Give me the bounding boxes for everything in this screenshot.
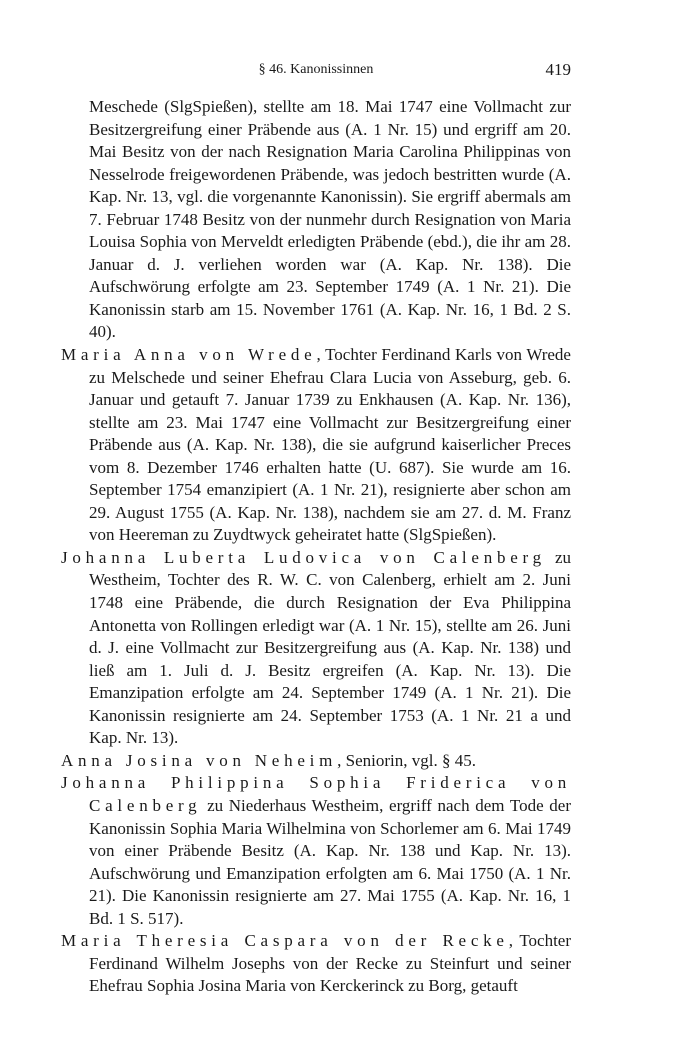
entry-maria-anna-von-wrede [61,344,571,547]
body-text [61,96,571,998]
entry-name: Johanna Luberta Ludovica von Calenberg [61,547,546,567]
entry-maria-theresia-caspara-von-der-recke [61,930,571,998]
entry-text: , Seniorin, vgl. § 45. [337,750,476,770]
entry-name: Anna Josina von Neheim [61,750,338,770]
entry-text: , Tochter Ferdinand Karls von Wrede zu Melschede und seiner Ehefrau Clara Lucia von Asseburg, geb. 6. Januar und getauft 7. Januar 1739 zu Enkhausen (A. Kap. Nr. 136), stellte am 23. Mai 1747 eine Vollmacht zur Besitzergreifung einer Präbende aus (A. Kap. Nr. 138), die sie aufgrund kaiserlicher Preces vom 8. Dezember 1746 erhalten hatte (U. 687). Sie wurde am 16. September 1754 emanzipiert (A. 1 Nr. 21), resignierte aber schon am 29. August 1755 (A. Kap. Nr. 138), nachdem sie am 27. d. M. Franz von Heereman zu Zuydtwyck geheiratet hatte (SlgSpießen). [89,345,571,545]
entry-name: Maria Anna von Wrede [61,345,317,365]
running-head [61,58,571,82]
entry-name: Maria Theresia Caspara von der Recke [61,931,509,951]
page-number: 419 [545,60,571,79]
entry-text: zu Niederhaus Westheim, ergriff nach dem Tode der Kanonissin Sophia Maria Wilhelmina von Schorlemer am 6. Mai 1749 von einer Präbende Besitz (A. Kap. Nr. 138 und Kap. Nr. 13). Aufschwörung und Emanzipation erfolgten am 6. Mai 1750 (A. 1 Nr. 21). Die Kanonissin resignierte am 27. Mai 1755 (A. Kap. Nr. 16, 1 Bd. 1 S. 517). [89,795,571,928]
continuation-paragraph: Meschede (SlgSpießen), stellte am 18. Mai 1747 eine Vollmacht zur Besitzergreifung einer Präbende aus (A. 1 Nr. 15) und ergriff am 20. Mai Besitz von der nach Resignation Maria Carolina Philippinas von Nesselrode freigewordenen Präbende, was jedoch bestritten wurde (A. Kap. Nr. 13, vgl. die vorgenannte Kanonissin). Sie ergriff abermals am 7. Februar 1748 Besitz von der nunmehr durch Resignation von Maria Louisa Sophia von Merveldt erledigten Präbende (ebd.), die ihr am 28. Januar d. J. verliehen worden war (A. Kap. Nr. 138). Die Aufschwörung erfolgte am 23. September 1749 (A. 1 Nr. 21). Die Kanonissin starb am 15. November 1761 (A. Kap. Nr. 16, 1 Bd. 2 S. 40). [89,97,571,342]
running-title: § 46. Kanonissinnen [258,62,374,77]
entry-anna-josina-von-neheim [61,750,571,773]
entry-name: Johanna Philippina Sophia Friderica von Calenberg [61,773,571,815]
entry-johanna-luberta-ludovica-von-calenberg [61,547,571,750]
entry-johanna-philippina-sophia-friderica-von-calenberg [61,772,571,930]
entry-text: zu Westheim, Tochter des R. W. C. von Calenberg, erhielt am 2. Juni 1748 eine Präbende, die durch Resignation der Eva Philippina Antonetta von Rollingen erledigt war (A. 1 Nr. 15), stellte am 26. Juni d. J. eine Vollmacht zur Besitzergreifung aus (A. Kap. Nr. 138) und ließ am 1. Juli d. J. Besitz ergreifen (A. Kap. Nr. 13). Die Emanzipation erfolgte am 24. September 1749 (A. 1 Nr. 21). Die Kanonissin resignierte am 24. September 1753 (A. 1 Nr. 21 a und Kap. Nr. 13). [89,547,572,748]
entry-text: , Tochter Ferdinand Wilhelm Josephs von der Recke zu Steinfurt und seiner Ehefrau Sophia Josina Maria von Kerckerinck zu Borg, getauft [89,931,571,996]
